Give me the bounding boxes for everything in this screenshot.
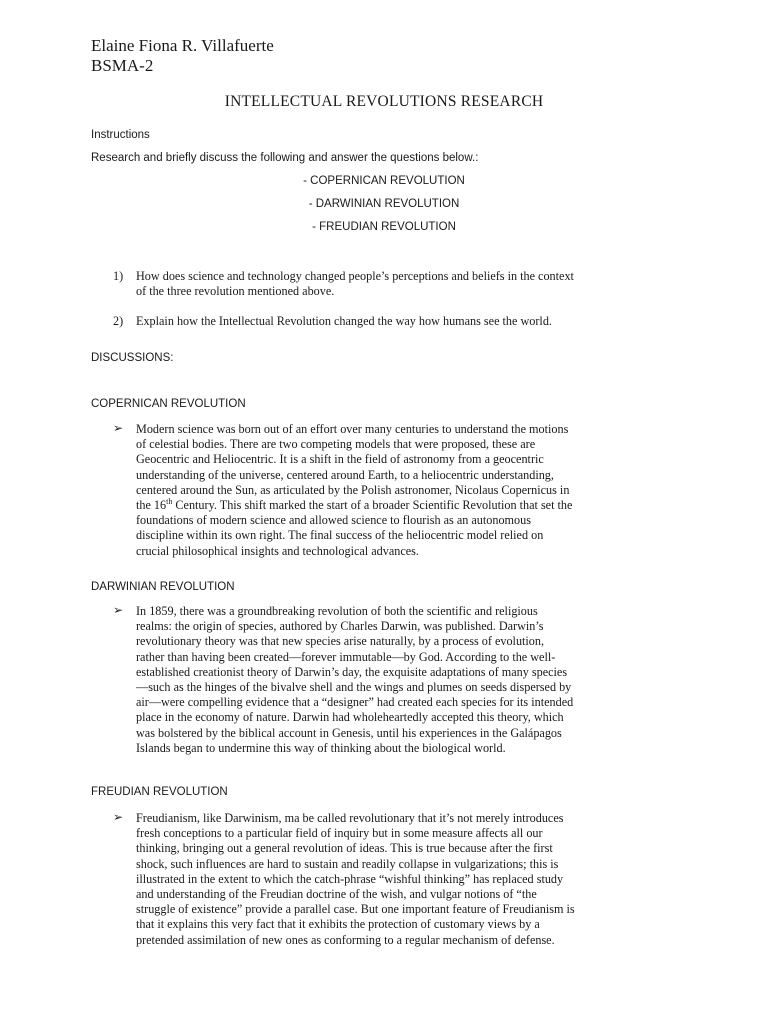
question-number: 1) (113, 269, 124, 283)
paragraph-line: In 1859, there was a groundbreaking revolution of both the scientific and religious (136, 604, 538, 618)
arrow-bullet-icon: ➢ (113, 810, 124, 824)
document-title: INTELLECTUAL REVOLUTIONS RESEARCH (224, 93, 544, 110)
paragraph-line: Modern science was born out of an effort over many centuries to understand the motions (136, 422, 569, 436)
paragraph-line: shock, such influences are hard to sustain and readily collapse in vulgarizations; this is (136, 856, 559, 871)
paragraph-line: thinking, bringing out a general revolution of ideas. This is true because after the first (136, 841, 553, 856)
paragraph-line: place in the economy of nature. Darwin had wholeheartedly accepted this theory, which (136, 710, 564, 725)
paragraph-line: air—were compelling evidence that a “designer” had created each species for its intended (136, 695, 574, 710)
question-line: How does science and technology changed people’s perceptions and beliefs in the context (136, 269, 574, 283)
paragraph-line: foundations of modern science and allowed science to flourish as an autonomous (136, 513, 531, 528)
paragraph-line: struggle of existence” provide a parallel case. But one important feature of Freudianism is (136, 902, 575, 917)
discussions-heading: DISCUSSIONS: (91, 352, 174, 364)
paragraph-line: established creationist theory of Darwin’s day, the exquisite adaptations of many species (136, 664, 568, 679)
author-name: Elaine Fiona R. Villafuerte (91, 36, 274, 55)
paragraph-line: —such as the hinges of the bivalve shell and the wings and plumes on seeds dispersed by (136, 680, 572, 695)
line-start: the 16 (136, 498, 167, 513)
paragraph-line: Islands began to undermine this way of thinking about the biological world. (136, 740, 506, 755)
paragraph-line: of celestial bodies. There are two competing models that were proposed, these are (136, 437, 536, 452)
paragraph-line: Geocentric and Heliocentric. It is a shift in the field of astronomy from a geocentric (136, 452, 544, 467)
topic-copernican: - COPERNICAN REVOLUTION (303, 175, 465, 187)
arrow-bullet-icon: ➢ (113, 421, 124, 435)
paragraph-line: revolutionary theory was that new species arise naturally, by a process of evolution, (136, 634, 545, 649)
course-section: BSMA-2 (91, 56, 154, 75)
darwinian-heading: DARWINIAN REVOLUTION (91, 581, 235, 593)
paragraph-line: understanding of the universe, centered around Earth, to a heliocentric understanding, (136, 467, 554, 482)
paragraph-line: discipline within its own right. The final success of the heliocentric model relied on (136, 528, 544, 543)
freudian-heading: FREUDIAN REVOLUTION (91, 786, 228, 798)
paragraph-line: rather than having been created—forever immutable—by God. According to the well- (136, 649, 556, 664)
copernican-heading: COPERNICAN REVOLUTION (91, 398, 246, 410)
paragraph-line: and understanding of the Freudian doctrine of the wish, and vulgar notions of “the (136, 887, 537, 902)
topic-freudian: - FREUDIAN REVOLUTION (312, 221, 456, 233)
paragraph-line: Freudianism, like Darwinism, ma be called revolutionary that it’s not merely introduces (136, 811, 564, 825)
question-number: 2) (113, 314, 124, 328)
paragraph-line: crucial philosophical insights and technological advances. (136, 543, 419, 558)
paragraph-line: illustrated in the extent to which the catch-phrase “wishful thinking” has replaced study (136, 871, 564, 886)
topic-darwinian: - DARWINIAN REVOLUTION (308, 198, 460, 210)
instructions-text: Research and briefly discuss the following and answer the questions below.: (91, 152, 479, 164)
arrow-bullet-icon: ➢ (113, 603, 124, 617)
line-end: Century. This shift marked the start of a broader Scientific Revolution that set the (172, 498, 573, 513)
question-line: of the three revolution mentioned above. (136, 284, 335, 298)
paragraph-line: realms: the origin of species, authored by Charles Darwin, was published. Darwin’s (136, 619, 544, 634)
paragraph-line: that it explains this very fact that it exhibits the protection of customary views by a (136, 917, 540, 932)
paragraph-line: was bolstered by the biblical account in Genesis, until his experiences in the Galápagos (136, 725, 562, 740)
superscript: th (166, 496, 173, 506)
paragraph-line-with-superscript (136, 498, 696, 513)
paragraph-line: centered around the Sun, as articulated by the Polish astronomer, Nicolaus Copernicus in (136, 482, 570, 497)
question-line: Explain how the Intellectual Revolution changed the way how humans see the world. (136, 314, 552, 328)
paragraph-line: pretended assimilation of new ones as conforming to a regular mechanism of defense. (136, 932, 555, 947)
instructions-label: Instructions (91, 129, 150, 141)
paragraph-line: fresh conceptions to a particular field of inquiry but in some measure affects all our (136, 826, 543, 841)
